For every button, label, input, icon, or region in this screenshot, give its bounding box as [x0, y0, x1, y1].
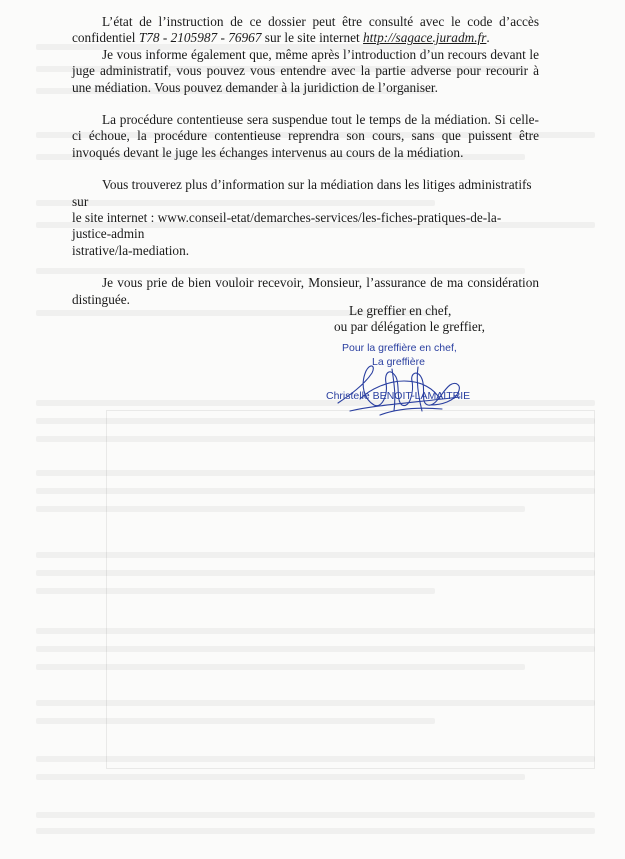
stamp-line-delegation: Pour la greffière en chef, — [342, 342, 457, 354]
paragraph-more-information: Vous trouverez plus d’information sur la médiation dans les litiges administratifs sur le site internet : www.conseil-etat/demarches-services/les-fiches-pratiques-de-la-justice-admin istrative/la-mediation. — [72, 177, 532, 258]
letter-body — [72, 14, 539, 308]
signatory-delegation: ou par délégation le greffier, — [334, 319, 485, 335]
paragraph-access-code: L’état de l’instruction de ce dossier peut être consulté avec le code d’accès confidentiel T78 - 2105987 - 76967 sur le site internet http://sagace.juradm.fr. — [72, 14, 539, 46]
sagace-link[interactable]: http://sagace.juradm.fr — [363, 30, 487, 46]
stamp-line-name: Christelle BENOIT-LAMAITRIE — [326, 390, 471, 402]
access-code: T78 - 2105987 - 76967 — [138, 30, 262, 46]
signature-block — [334, 303, 534, 336]
paragraph-procedure-suspended: La procédure contentieuse sera suspendue tout le temps de la médiation. Si celle-ci échoue, la procédure contentieuse reprendra son cours, sans que puissent être invoqués devant le juge les échanges intervenus au cours de la médiation. — [72, 112, 539, 160]
paragraph-closing-formula: Je vous prie de bien vouloir recevoir, Monsieur, l’assurance de ma considération distinguée. — [72, 275, 539, 307]
stamp-line-role: La greffière — [372, 356, 425, 368]
handwritten-signature — [330, 355, 480, 425]
paragraph-mediation-info: Je vous informe également que, même après l’introduction d’un recours devant le juge administratif, vous pouvez vous entendre avec la partie adverse pour recourir à une médiation. Vous pouvez demander à la juridiction de l’organiser. — [72, 46, 539, 95]
signatory-title: Le greffier en chef, — [349, 303, 452, 318]
